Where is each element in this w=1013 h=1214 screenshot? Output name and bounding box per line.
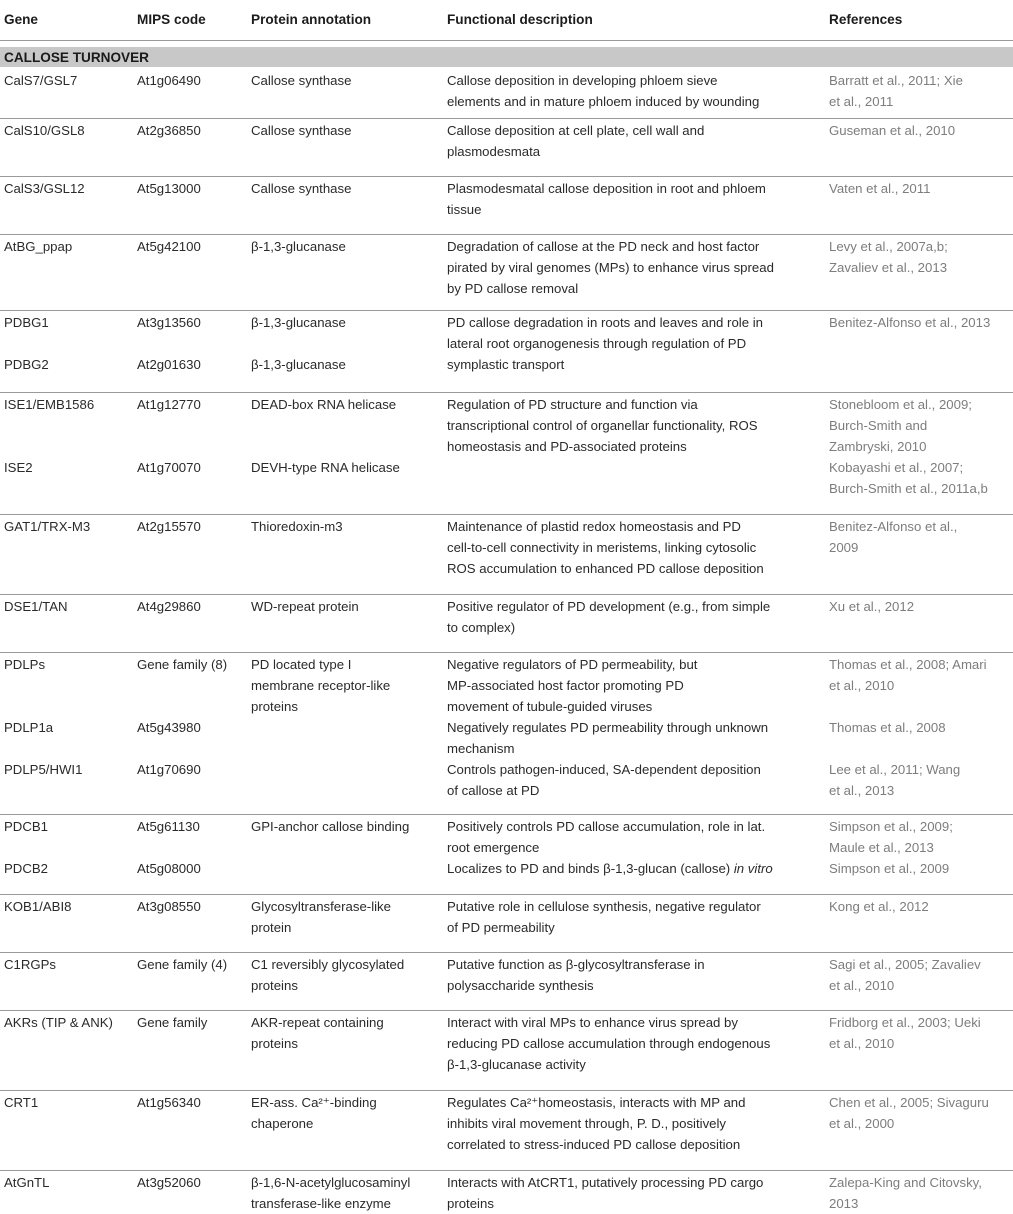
mips-code-cell: Gene family bbox=[137, 1015, 208, 1030]
mips-code-cell: At4g29860 bbox=[137, 599, 201, 614]
functional-description-cell: Interact with viral MPs to enhance virus spread by bbox=[447, 1015, 738, 1030]
protein-annotation-cell: Callose synthase bbox=[251, 181, 352, 196]
mips-code-cell: At5g43980 bbox=[137, 720, 201, 735]
gene-cell: AtBG_ppap bbox=[4, 239, 73, 254]
gene-cell: PDBG2 bbox=[4, 357, 49, 372]
protein-annotation-cell: proteins bbox=[251, 978, 298, 993]
mips-code-cell: At5g61130 bbox=[137, 819, 200, 834]
functional-description-cell: Plasmodesmatal callose deposition in root and phloem bbox=[447, 181, 766, 196]
references-cell: Zavaliev et al., 2013 bbox=[829, 260, 948, 275]
functional-description-cell: plasmodesmata bbox=[447, 144, 541, 159]
references-cell: Chen et al., 2005; Sivaguru bbox=[829, 1095, 989, 1110]
references-cell: Thomas et al., 2008; Amari bbox=[829, 657, 987, 672]
functional-description-cell: cell-to-cell connectivity in meristems, linking cytosolic bbox=[447, 540, 757, 555]
functional-description-cell: inhibits viral movement through, P. D., positively bbox=[447, 1116, 727, 1131]
references-cell: Thomas et al., 2008 bbox=[829, 720, 946, 735]
functional-description-cell: pirated by viral genomes (MPs) to enhance virus spread bbox=[447, 260, 774, 275]
references-cell: Zambryski, 2010 bbox=[829, 439, 927, 454]
references-cell: 2013 bbox=[829, 1196, 859, 1211]
references-cell: et al., 2000 bbox=[829, 1116, 895, 1131]
mips-code-cell: At5g13000 bbox=[137, 181, 201, 196]
functional-description-cell: Interacts with AtCRT1, putatively processing PD cargo bbox=[447, 1175, 764, 1190]
gene-cell: KOB1/ABI8 bbox=[4, 899, 72, 914]
protein-annotation-cell: proteins bbox=[251, 699, 298, 714]
functional-description-cell: symplastic transport bbox=[447, 357, 565, 372]
functional-description-cell: Negative regulators of PD permeability, but bbox=[447, 657, 698, 672]
gene-cell: CalS3/GSL12 bbox=[4, 181, 85, 196]
header-functional-description: Functional description bbox=[447, 12, 593, 27]
mips-code-cell: At3g52060 bbox=[137, 1175, 201, 1190]
protein-annotation-cell: protein bbox=[251, 920, 292, 935]
protein-annotation-cell: Callose synthase bbox=[251, 73, 352, 88]
functional-description-cell: Callose deposition at cell plate, cell wall and bbox=[447, 123, 705, 138]
protein-annotation-cell: DEVH-type RNA helicase bbox=[251, 460, 400, 475]
functional-description-cell: Negatively regulates PD permeability through unknown bbox=[447, 720, 769, 735]
header-gene: Gene bbox=[4, 12, 38, 27]
protein-annotation-cell: β-1,3-glucanase bbox=[251, 239, 346, 254]
mips-code-cell: At1g70690 bbox=[137, 762, 201, 777]
functional-description-cell: Putative role in cellulose synthesis, negative regulator bbox=[447, 899, 761, 914]
table-row bbox=[0, 594, 1013, 653]
mips-code-cell: At1g12770 bbox=[137, 397, 201, 412]
section-heading bbox=[0, 47, 1013, 67]
functional-description-cell: to complex) bbox=[447, 620, 516, 635]
protein-annotation-cell: proteins bbox=[251, 1036, 298, 1051]
mips-code-cell: Gene family (8) bbox=[137, 657, 228, 672]
functional-description-cell: root emergence bbox=[447, 840, 540, 855]
references-cell: et al., 2010 bbox=[829, 978, 895, 993]
references-cell: Stonebloom et al., 2009; bbox=[829, 397, 972, 412]
protein-annotation-cell: PD located type I bbox=[251, 657, 352, 672]
mips-code-cell: At1g06490 bbox=[137, 73, 201, 88]
protein-annotation-cell: WD-repeat protein bbox=[251, 599, 359, 614]
references-cell: Simpson et al., 2009; bbox=[829, 819, 953, 834]
functional-description-cell: Regulation of PD structure and function via bbox=[447, 397, 698, 412]
functional-description-cell: by PD callose removal bbox=[447, 281, 579, 296]
table-row bbox=[0, 814, 1013, 895]
gene-cell: PDLPs bbox=[4, 657, 46, 672]
functional-description-cell: of PD permeability bbox=[447, 920, 555, 935]
references-cell: Vaten et al., 2011 bbox=[829, 181, 931, 196]
functional-description-cell: proteins bbox=[447, 1196, 494, 1211]
mips-code-cell: Gene family (4) bbox=[137, 957, 228, 972]
protein-annotation-cell: Callose synthase bbox=[251, 123, 352, 138]
functional-description-cell: mechanism bbox=[447, 741, 515, 756]
references-cell: Lee et al., 2011; Wang bbox=[829, 762, 961, 777]
table-row bbox=[0, 310, 1013, 393]
functional-description-cell: Putative function as β-glycosyltransferase in bbox=[447, 957, 705, 972]
gene-cell: AKRs (TIP & ANK) bbox=[4, 1015, 113, 1030]
references-cell: Fridborg et al., 2003; Ueki bbox=[829, 1015, 981, 1030]
gene-cell: CRT1 bbox=[4, 1095, 39, 1110]
table-row bbox=[0, 118, 1013, 177]
functional-description-cell: ROS accumulation to enhanced PD callose deposition bbox=[447, 561, 764, 576]
mips-code-cell: At5g42100 bbox=[137, 239, 201, 254]
mips-code-cell: At1g70070 bbox=[137, 460, 201, 475]
mips-code-cell: At1g56340 bbox=[137, 1095, 201, 1110]
header-protein-annotation: Protein annotation bbox=[251, 12, 372, 27]
references-cell: 2009 bbox=[829, 540, 859, 555]
references-cell: et al., 2010 bbox=[829, 1036, 895, 1051]
functional-description-cell: Localizes to PD and binds β-1,3-glucan (callose) in vitro bbox=[447, 861, 773, 876]
table-row bbox=[0, 1090, 1013, 1171]
references-cell: Zalepa-King and Citovsky, bbox=[829, 1175, 982, 1190]
gene-cell: ISE1/EMB1586 bbox=[4, 397, 95, 412]
mips-code-cell: At2g01630 bbox=[137, 357, 201, 372]
gene-cell: PDLP1a bbox=[4, 720, 54, 735]
functional-description-cell: transcriptional control of organellar functionality, ROS bbox=[447, 418, 758, 433]
table-row bbox=[0, 234, 1013, 311]
functional-description-cell: of callose at PD bbox=[447, 783, 540, 798]
mips-code-cell: At3g13560 bbox=[137, 315, 201, 330]
functional-description-cell: Positively controls PD callose accumulation, role in lat. bbox=[447, 819, 766, 834]
references-cell: Simpson et al., 2009 bbox=[829, 861, 950, 876]
table-row bbox=[0, 652, 1013, 815]
references-cell: Maule et al., 2013 bbox=[829, 840, 934, 855]
functional-description-cell: Degradation of callose at the PD neck and host factor bbox=[447, 239, 760, 254]
protein-annotation-cell: transferase-like enzyme bbox=[251, 1196, 391, 1211]
protein-annotation-cell: β-1,3-glucanase bbox=[251, 315, 346, 330]
protein-annotation-cell: membrane receptor-like bbox=[251, 678, 391, 693]
references-cell: Kobayashi et al., 2007; bbox=[829, 460, 964, 475]
references-cell: et al., 2010 bbox=[829, 678, 895, 693]
gene-cell: DSE1/TAN bbox=[4, 599, 68, 614]
gene-cell: PDCB1 bbox=[4, 819, 48, 834]
references-cell: Benitez-Alfonso et al., 2013 bbox=[829, 315, 991, 330]
references-cell: et al., 2011 bbox=[829, 94, 894, 109]
gene-cell: CalS10/GSL8 bbox=[4, 123, 85, 138]
table-row bbox=[0, 1170, 1013, 1214]
functional-description-cell: reducing PD callose accumulation through endogenous bbox=[447, 1036, 771, 1051]
references-cell: Benitez-Alfonso et al., bbox=[829, 519, 958, 534]
protein-annotation-cell: DEAD-box RNA helicase bbox=[251, 397, 397, 412]
functional-description-cell: correlated to stress-induced PD callose deposition bbox=[447, 1137, 741, 1152]
protein-annotation-cell: GPI-anchor callose binding bbox=[251, 819, 410, 834]
references-cell: Kong et al., 2012 bbox=[829, 899, 929, 914]
protein-annotation-cell: Glycosyltransferase-like bbox=[251, 899, 391, 914]
functional-description-cell: Regulates Ca²⁺homeostasis, interacts with MP and bbox=[447, 1095, 746, 1110]
table-row bbox=[0, 514, 1013, 595]
functional-description-cell: MP-associated host factor promoting PD bbox=[447, 678, 684, 693]
references-cell: Sagi et al., 2005; Zavaliev bbox=[829, 957, 981, 972]
table-row bbox=[0, 952, 1013, 1011]
functional-description-cell: Controls pathogen-induced, SA-dependent deposition bbox=[447, 762, 761, 777]
functional-description-cell: elements and in mature phloem induced by wounding bbox=[447, 94, 760, 109]
header-mips-code: MIPS code bbox=[137, 12, 206, 27]
gene-cell: PDLP5/HWI1 bbox=[4, 762, 83, 777]
functional-description-cell: Positive regulator of PD development (e.g., from simple bbox=[447, 599, 771, 614]
protein-annotation-cell: Thioredoxin-m3 bbox=[251, 519, 343, 534]
gene-cell: AtGnTL bbox=[4, 1175, 50, 1190]
references-cell: Levy et al., 2007a,b; bbox=[829, 239, 948, 254]
mips-code-cell: At2g36850 bbox=[137, 123, 201, 138]
header-references: References bbox=[829, 12, 903, 27]
gene-cell: GAT1/TRX-M3 bbox=[4, 519, 91, 534]
mips-code-cell: At5g08000 bbox=[137, 861, 201, 876]
table-row bbox=[0, 894, 1013, 953]
table-header bbox=[0, 0, 1013, 41]
table-row bbox=[0, 392, 1013, 515]
protein-annotation-cell: β-1,6-N-acetylglucosaminyl bbox=[251, 1175, 411, 1190]
references-cell: Guseman et al., 2010 bbox=[829, 123, 956, 138]
functional-description-cell: Callose deposition in developing phloem sieve bbox=[447, 73, 718, 88]
functional-description-cell: homeostasis and PD-associated proteins bbox=[447, 439, 687, 454]
gene-cell: PDCB2 bbox=[4, 861, 48, 876]
references-cell: Barratt et al., 2011; Xie bbox=[829, 73, 963, 88]
protein-annotation-cell: AKR-repeat containing bbox=[251, 1015, 384, 1030]
protein-annotation-cell: β-1,3-glucanase bbox=[251, 357, 346, 372]
gene-cell: C1RGPs bbox=[4, 957, 57, 972]
functional-description-cell: tissue bbox=[447, 202, 482, 217]
section-title: CALLOSE TURNOVER bbox=[4, 50, 150, 65]
table-row bbox=[0, 68, 1013, 119]
gene-cell: ISE2 bbox=[4, 460, 33, 475]
protein-annotation-cell: C1 reversibly glycosylated bbox=[251, 957, 405, 972]
references-cell: Burch-Smith and bbox=[829, 418, 928, 433]
references-cell: Burch-Smith et al., 2011a,b bbox=[829, 481, 988, 496]
mips-code-cell: At2g15570 bbox=[137, 519, 201, 534]
gene-cell: CalS7/GSL7 bbox=[4, 73, 78, 88]
functional-description-cell: Maintenance of plastid redox homeostasis and PD bbox=[447, 519, 741, 534]
functional-description-cell: β-1,3-glucanase activity bbox=[447, 1057, 586, 1072]
functional-description-cell: movement of tubule-guided viruses bbox=[447, 699, 653, 714]
references-cell: et al., 2013 bbox=[829, 783, 895, 798]
protein-annotation-cell: chaperone bbox=[251, 1116, 314, 1131]
table-row bbox=[0, 1010, 1013, 1091]
functional-description-cell: PD callose degradation in roots and leaves and role in bbox=[447, 315, 763, 330]
gene-cell: PDBG1 bbox=[4, 315, 49, 330]
table-row bbox=[0, 176, 1013, 235]
protein-annotation-cell: ER-ass. Ca²⁺-binding bbox=[251, 1095, 377, 1110]
mips-code-cell: At3g08550 bbox=[137, 899, 201, 914]
functional-description-cell: polysaccharide synthesis bbox=[447, 978, 594, 993]
references-cell: Xu et al., 2012 bbox=[829, 599, 915, 614]
functional-description-cell: lateral root organogenesis through regulation of PD bbox=[447, 336, 747, 351]
